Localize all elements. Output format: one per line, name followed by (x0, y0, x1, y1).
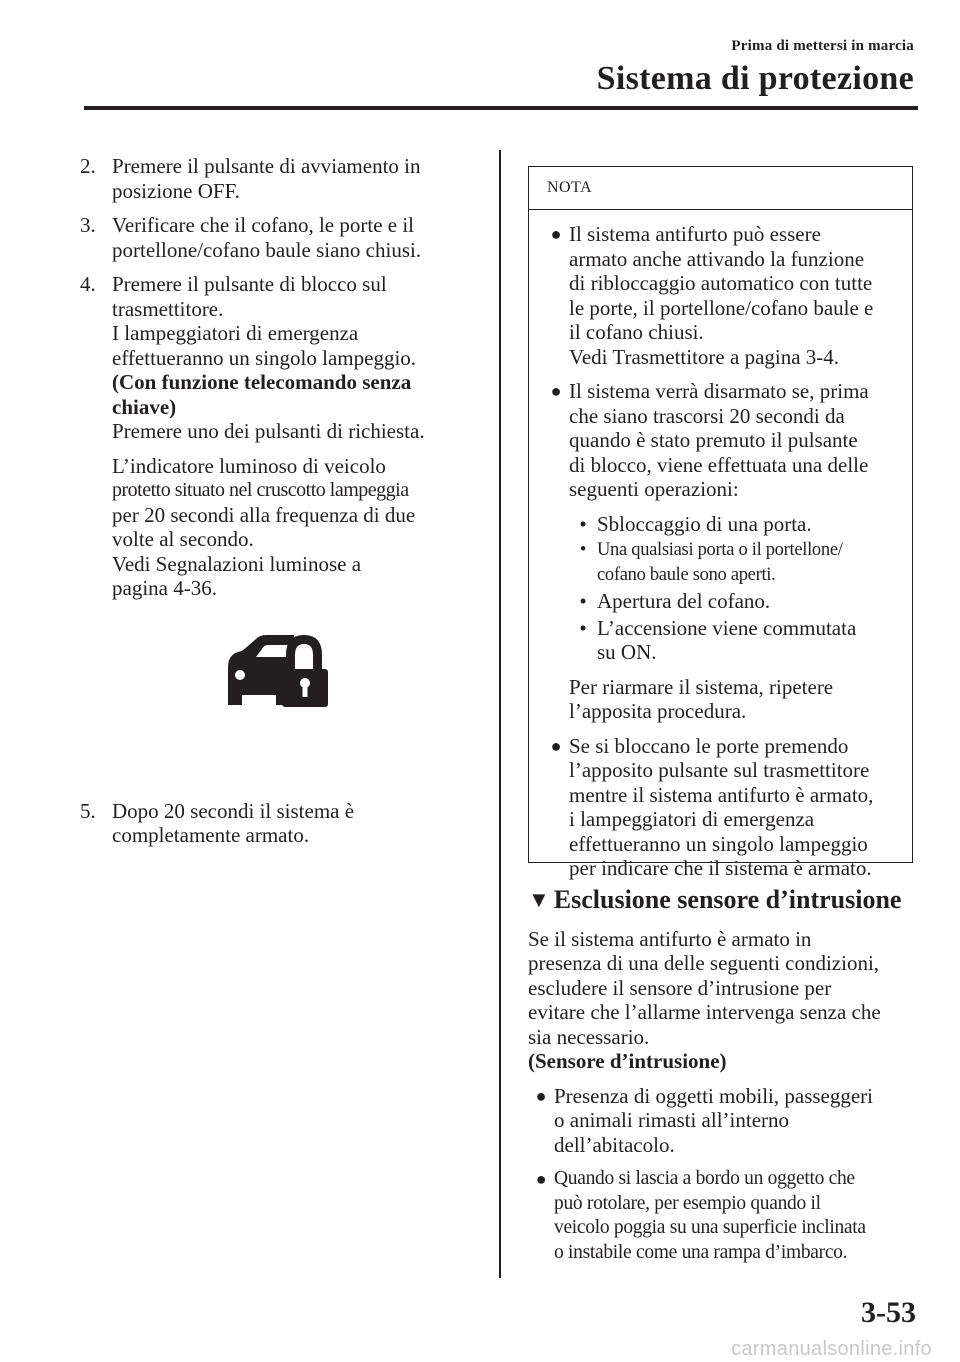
step-4 (80, 272, 472, 601)
icon-container (80, 611, 472, 787)
section-bullet-text: Quando si lascia a bordo un oggetto che (554, 1168, 855, 1189)
step-text: portellone/cofano baule siano chiusi. (112, 237, 422, 262)
section-bullet-text: Presenza di oggetti mobili, passeggeri (554, 1083, 874, 1108)
page-title: Sistema di protezione (596, 60, 914, 97)
condition-heading: chiave) (112, 394, 177, 419)
sub-item-text: L’accensione viene commutata (597, 615, 857, 640)
section-text: Se il sistema antifurto è armato in (528, 926, 812, 951)
step-text: trasmettitore. (112, 296, 224, 321)
note-text: per indicare che il sistema è armato. (569, 856, 872, 880)
note-text: Il sistema verrà disarmato se, prima (569, 379, 869, 403)
security-indicator-icon (222, 631, 334, 711)
note-text: che siano trascorsi 20 secondi da (569, 403, 845, 428)
note-text: Se si bloccano le porte premendo (569, 733, 849, 758)
section-bullet (528, 1167, 920, 1265)
step-text: posizione OFF. (112, 178, 240, 203)
step-text: completamente armato. (112, 823, 310, 847)
note-text: mentre il sistema antifurto è armato, (569, 782, 874, 807)
note-text: di blocco, viene effettuata una delle (569, 452, 869, 477)
bullet-dot-icon: ● (550, 735, 562, 756)
note-text: quando è stato premuto il pulsante (569, 428, 858, 452)
section-title: Esclusione sensore d’intrusione (553, 885, 902, 914)
sub-item (569, 589, 869, 614)
page-number: 3-53 (861, 1296, 916, 1329)
indicator-text: protetto situato nel cruscotto lampeggia (112, 479, 409, 501)
note-text: seguenti operazioni: (569, 477, 739, 501)
section-text: sia necessario. (528, 1024, 650, 1049)
section-bullet-text: veicolo poggia su una superficie inclinata (554, 1217, 866, 1238)
indicator-text: Vedi Segnalazioni luminose a (112, 551, 362, 576)
section-bullet-text: o instabile come una rampa d’imbarco. (554, 1241, 848, 1263)
note-bullet (543, 734, 902, 881)
note-text: i lampeggiatori di emergenza (569, 807, 815, 831)
indicator-text: volte al secondo. (112, 527, 254, 551)
section-bullet-text: può rotolare, per esempio quando il (554, 1192, 821, 1214)
note-text: l’apposito pulsante sul trasmettitore (569, 758, 870, 782)
bullet-dot-icon: ● (550, 224, 562, 244)
section-bullet-text: dell’abitacolo. (554, 1132, 675, 1157)
condition-heading: (Con funzione telecomando senza (112, 370, 412, 394)
section-text: evitare che l’allarme intervenga senza che (528, 1000, 881, 1024)
note-bullet (543, 222, 902, 369)
step-2 (80, 154, 472, 203)
step-text: I lampeggiatori di emergenza (112, 321, 359, 345)
note-box (528, 166, 913, 880)
step-text: Premere il pulsante di avviamento in (112, 154, 421, 178)
triangle-down-icon: ▼ (528, 887, 550, 912)
column-divider (499, 150, 501, 1278)
note-text: Il sistema antifurto può essere (569, 222, 821, 246)
section-heading (528, 885, 920, 914)
sub-bullet-icon: • (579, 511, 587, 536)
indicator-text: L’indicatore luminoso di veicolo (112, 453, 386, 478)
bullet-dot-icon: ● (550, 381, 562, 401)
sub-bullet-icon: • (579, 615, 587, 640)
section-bullet (528, 1084, 920, 1158)
step-text: Dopo 20 secondi il sistema è (112, 798, 355, 823)
step-number: 3. (80, 213, 96, 237)
section-subheading: (Sensore d’intrusione) (528, 1049, 727, 1073)
sub-bullet-icon: • (579, 540, 587, 560)
watermark: carmanualsonline.info (731, 1338, 932, 1360)
right-column (528, 885, 920, 1265)
note-text: Vedi Trasmettitore a pagina 3-4. (569, 344, 840, 369)
step-number: 5. (80, 798, 96, 823)
indicator-text: per 20 secondi alla frequenza di due (112, 502, 416, 527)
step-number: 2. (80, 154, 96, 178)
sub-item-text: Sbloccaggio di una porta. (597, 511, 812, 536)
note-text: armato anche attivando la funzione (569, 246, 865, 271)
header-section-label: Prima di mettersi in marcia (731, 38, 914, 54)
section-text: escludere il sensore d’intrusione per (528, 975, 832, 1000)
step-text: Premere il pulsante di blocco sul (112, 272, 387, 296)
note-text: effettueranno un singolo lampeggio (569, 831, 868, 856)
step-text: effettueranno un singolo lampeggio. (112, 345, 417, 370)
step-text: Verificare che il cofano, le porte e il (112, 213, 415, 237)
sub-bullet-icon: • (579, 589, 587, 613)
note-text: le porte, il portellone/cofano baule e (569, 295, 874, 320)
sub-item (569, 616, 869, 665)
sub-item-text: cofano baule sono aperti. (597, 564, 776, 585)
sub-item (569, 512, 869, 537)
sub-item-text: su ON. (597, 640, 657, 664)
note-text: di ribloccaggio automatico con tutte (569, 271, 873, 295)
indicator-text: pagina 4-36. (112, 576, 217, 600)
note-bullet (543, 379, 902, 724)
section-text: presenza di una delle seguenti condizioni, (528, 951, 880, 975)
step-5 (80, 799, 472, 848)
header-rule (84, 106, 918, 110)
step-3 (80, 213, 472, 262)
note-text: Per riarmare il sistema, ripetere (569, 674, 834, 699)
bullet-dot-icon: ● (535, 1085, 547, 1106)
step-text: Premere uno dei pulsanti di richiesta. (112, 419, 425, 443)
note-text: l’apposita procedura. (569, 699, 747, 723)
sub-item-text: Apertura del cofano. (597, 589, 771, 613)
section-bullet-text: o animali rimasti all’interno (554, 1108, 790, 1132)
bullet-dot-icon: ● (535, 1169, 547, 1189)
left-column (80, 154, 472, 858)
sub-item (569, 538, 869, 587)
note-text: il cofano chiusi. (569, 320, 704, 344)
note-title: NOTA (529, 167, 912, 210)
sub-item-text: Una qualsiasi porta o il portellone/ (597, 540, 843, 560)
step-number: 4. (80, 272, 96, 296)
